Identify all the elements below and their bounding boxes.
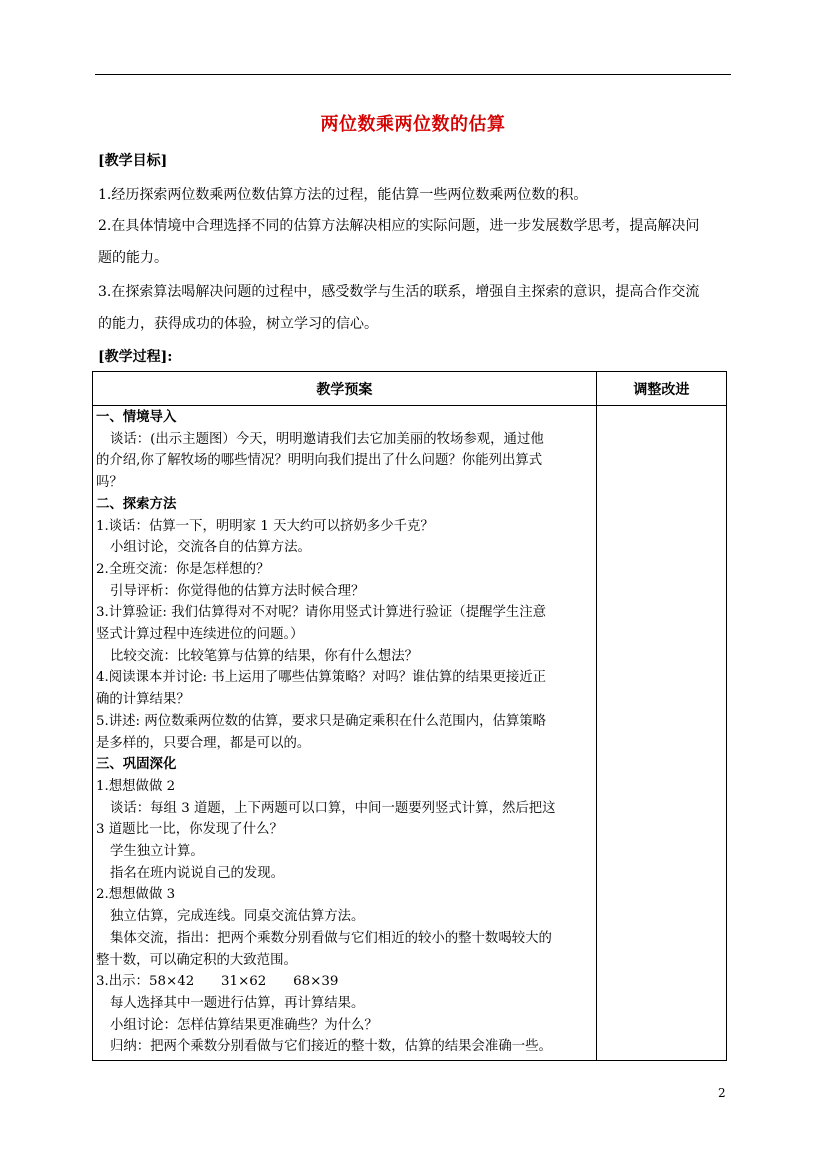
- objective-line-3: 题的能力。: [98, 250, 168, 266]
- header-rule: [95, 74, 731, 75]
- plan-line: 小组讨论：怎样估算结果更准确些？为什么？: [110, 1017, 378, 1033]
- plan-line: 1.想想做做 2: [96, 778, 176, 794]
- section-heading: 二、探索方法: [96, 495, 177, 512]
- objective-line-1: 1.经历探索两位数乘两位数估算方法的过程，能估算一些两位数乘两位数的积。: [98, 187, 588, 203]
- plan-line: 4.阅读课本并讨论: 书上运用了哪些估算策略？对吗？谁估算的结果更接近正: [96, 670, 547, 686]
- plan-line: 是多样的，只要合理，都是可以的。: [96, 735, 311, 751]
- plan-line: 独立估算，完成连线。同桌交流估算方法。: [110, 909, 365, 925]
- objective-line-4: 3.在探索算法喝解决问题的过程中，感受数学与生活的联系，增强自主探索的意识，提高合作交流: [98, 284, 700, 300]
- teaching-plan-table: [92, 371, 727, 1061]
- plan-content: [93, 406, 596, 1060]
- plan-line: 3 道题比一比，你发现了什么？: [96, 822, 283, 838]
- objectives-heading: [教学目标]: [98, 153, 168, 169]
- plan-line: 2.想想做做 3: [96, 887, 176, 903]
- process-heading: [教学过程]:: [98, 349, 173, 365]
- plan-line: 引导评析：你觉得他的估算方法时候合理？: [110, 583, 365, 599]
- plan-line: 归纳：把两个乘数分别看做与它们接近的整十数，估算的结果会准确一些。: [110, 1039, 552, 1055]
- page-title: 两位数乘两位数的估算: [320, 114, 506, 135]
- header-plan: 教学预案: [93, 372, 597, 406]
- plan-line: 竖式计算过程中连续进位的问题。）: [96, 627, 304, 643]
- header-adjust: 调整改进: [596, 372, 726, 406]
- plan-line: 每人选择其中一题进行估算，再计算结果。: [110, 995, 365, 1011]
- section-heading: 三、巩固深化: [96, 756, 177, 773]
- plan-line: 整十数，可以确定积的大致范围。: [96, 952, 297, 968]
- plan-line: 3.计算验证: 我们估算得对不对呢？请你用竖式计算进行验证（提醒学生注意: [96, 605, 547, 621]
- plan-line: 小组讨论，交流各自的估算方法。: [110, 540, 311, 556]
- plan-line: 确的计算结果？: [96, 692, 190, 708]
- objective-line-2: 2.在具体情境中合理选择不同的估算方法解决相应的实际问题，进一步发展数学思考，提高解决问: [98, 218, 700, 234]
- plan-line: 3.出示：58×42 31×62 68×39: [96, 974, 339, 990]
- plan-line: 2.全班交流：你是怎样想的？: [96, 561, 270, 577]
- plan-line: 学生独立计算。: [110, 844, 204, 860]
- plan-line: 5.讲述: 两位数乘两位数的估算，要求只是确定乘积在什么范围内，估算策略: [96, 713, 547, 729]
- plan-line: 集体交流，指出：把两个乘数分别看做与它们相近的较小的整十数喝较大的: [110, 930, 552, 946]
- plan-line: 1.谈话：估算一下，明明家 1 天大约可以挤奶多少千克？: [96, 518, 434, 534]
- adjust-column-cell: [596, 406, 726, 1061]
- plan-line: 的介绍,你了解牧场的哪些情况？明明向我们提出了什么问题？你能列出算式: [96, 453, 543, 469]
- plan-line: 谈话：每组 3 道题，上下两题可以口算，中间一题要列竖式计算，然后把这: [110, 800, 556, 816]
- plan-line: 比较交流：比较笔算与估算的结果，你有什么想法？: [110, 648, 418, 664]
- page-number: 2: [718, 1086, 726, 1100]
- plan-line: 谈话：(出示主题图）今天，明明邀请我们去它加美丽的牧场参观，通过他: [110, 431, 544, 447]
- section-heading: 一、情境导入: [96, 409, 177, 425]
- plan-line: 吗？: [96, 475, 123, 491]
- plan-line: 指名在班内说说自己的发现。: [110, 865, 285, 881]
- objective-line-5: 的能力，获得成功的体验，树立学习的信心。: [98, 316, 378, 332]
